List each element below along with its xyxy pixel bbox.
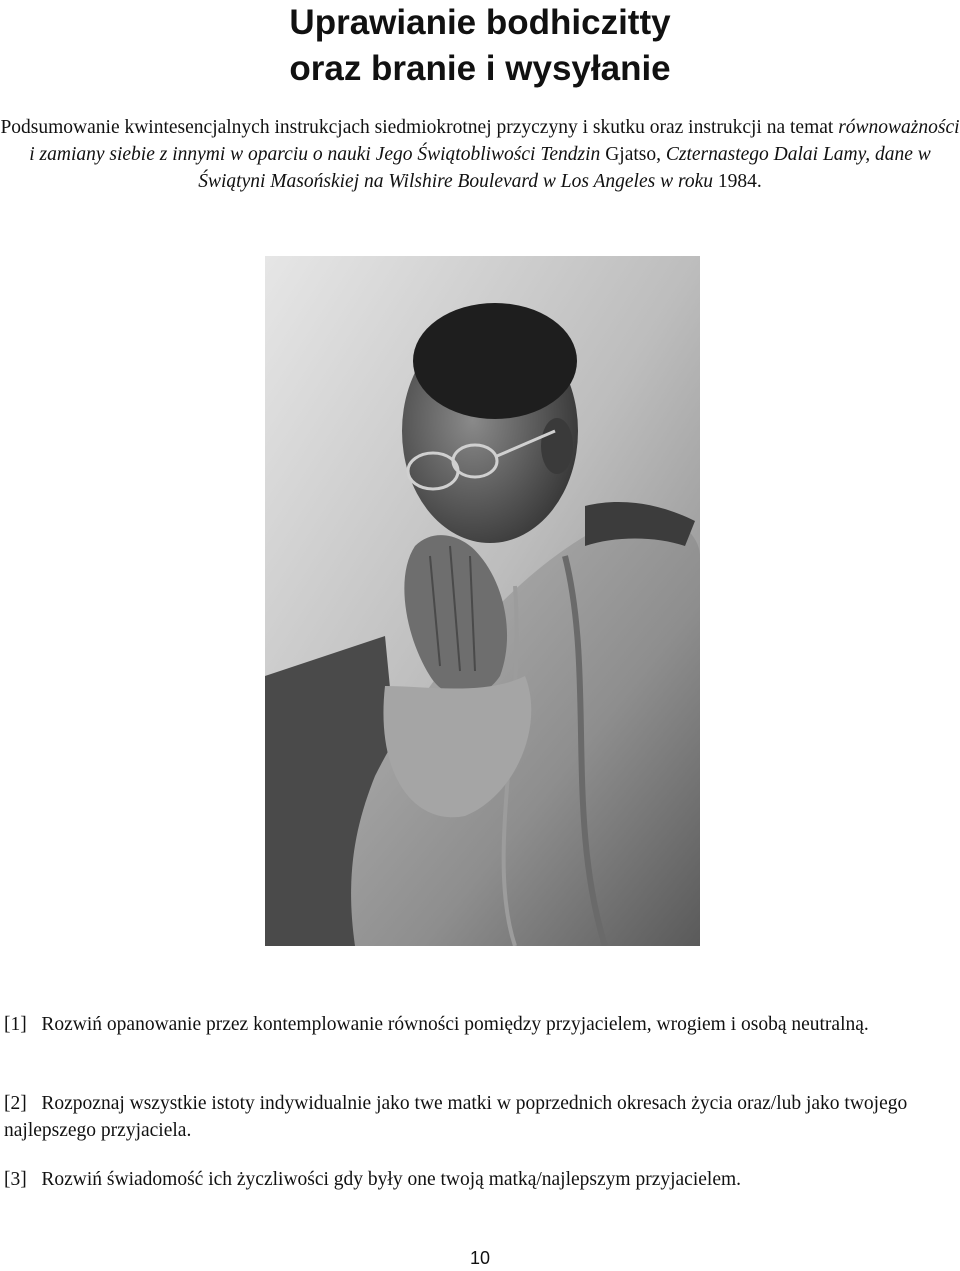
- instruction-2-text: Rozpoznaj wszystkie istoty indywidualnie jako twe matki w poprzednich okresach życia oraz/lub jako twojego najlepszego przyjaciela.: [4, 1093, 908, 1141]
- instruction-1-marker: [1]: [4, 1014, 27, 1035]
- title-line-1: Uprawianie bodhiczitty: [289, 3, 671, 42]
- instruction-1-text: Rozwiń opanowanie przez kontemplowanie równości pomiędzy przyjacielem, wrogiem i osobą neutralną.: [41, 1014, 869, 1035]
- title-line-2: oraz branie i wysyłanie: [289, 49, 671, 88]
- instruction-2-marker: [2]: [4, 1093, 27, 1114]
- subtitle-part-3: Gjatso,: [605, 144, 666, 165]
- page-number: 10: [469, 1248, 491, 1268]
- portrait-photo: [265, 256, 700, 946]
- instruction-3-text: Rozwiń świadomość ich życzliwości gdy były one twoją matką/najlepszym przyjacielem.: [41, 1169, 742, 1190]
- subtitle-part-1: Podsumowanie kwintesencjalnych instrukcjach siedmiokrotnej przyczyny i skutku oraz instrukcji na temat: [0, 117, 839, 138]
- instruction-3-marker: [3]: [4, 1169, 27, 1190]
- subtitle-part-4: Czternastego Dalai Lamy, dane w Świątyni Masońskiej na Wilshire Boulevard w Los Angeles w roku: [198, 144, 931, 192]
- instruction-1: [4, 1011, 944, 1038]
- subtitle-part-5: 1984.: [717, 171, 762, 192]
- instruction-3: [4, 1166, 944, 1193]
- instruction-2: [4, 1090, 944, 1144]
- subtitle-part-2: równoważności i zamiany siebie z innymi w oparciu o nauki Jego Świątobliwości Tendzin: [29, 117, 960, 165]
- subtitle: [0, 114, 960, 195]
- document-title: [0, 0, 960, 92]
- portrait-illustration: [265, 256, 700, 946]
